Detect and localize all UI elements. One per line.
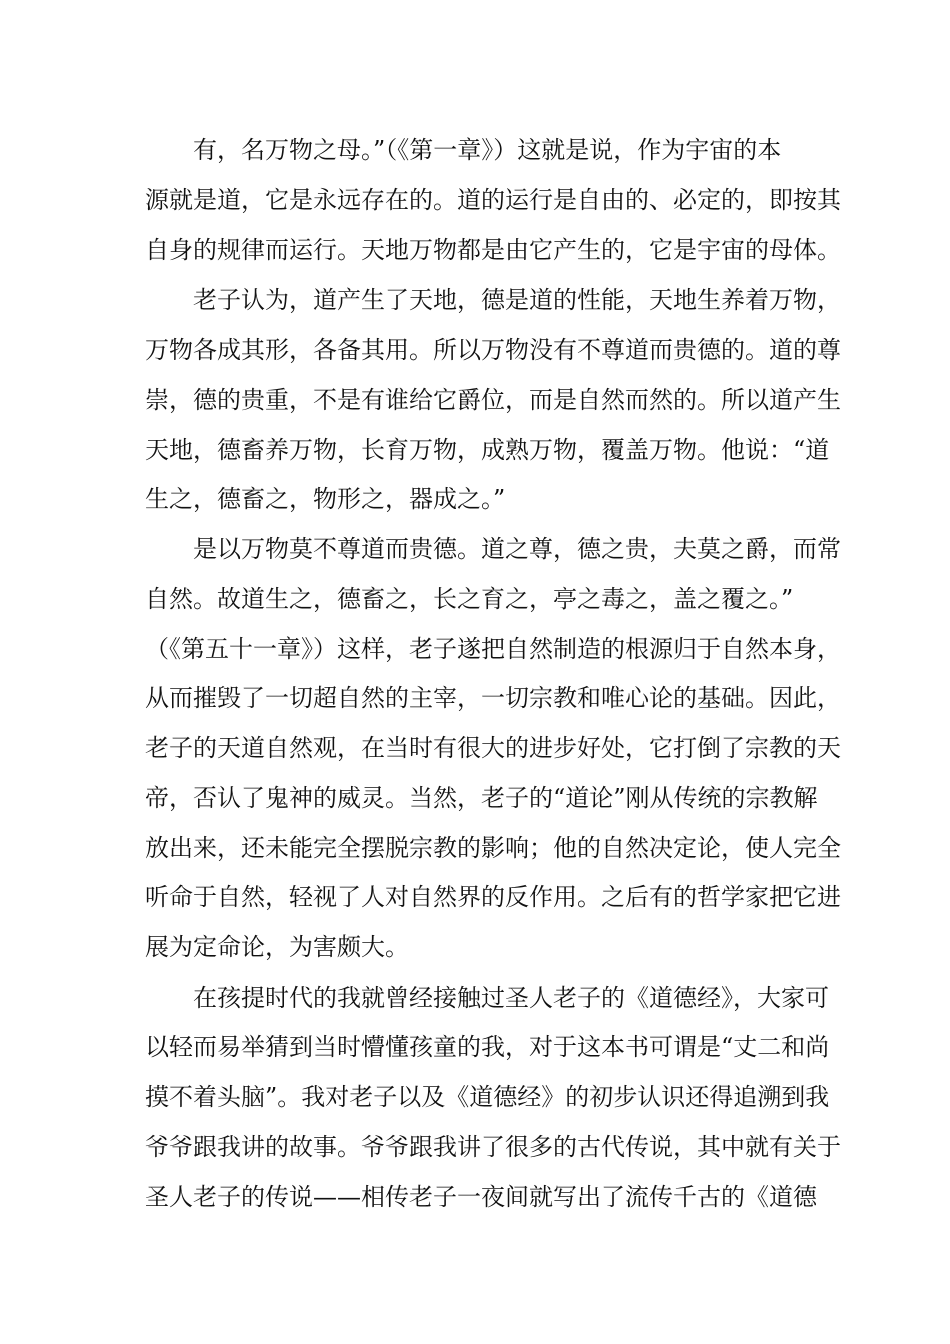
text-line: 帝，否认了鬼神的威灵。当然，老子的“道论”刚从传统的宗教解 [145,784,818,812]
text-line: 以轻而易举猜到当时懵懂孩童的我，对于这本书可谓是“丈二和尚 [145,1033,830,1061]
text-line: 万物各成其形，各备其用。所以万物没有不尊道而贵德的。道的尊 [145,336,841,364]
text-line: 爷爷跟我讲的故事。爷爷跟我讲了很多的古代传说，其中就有关于 [145,1133,841,1161]
text-line: 圣人老子的传说——相传老子一夜间就写出了流传千古的《道德 [145,1183,817,1211]
text-line: 有，名万物之母。”（《第一章》）这就是说，作为宇宙的本 [193,136,782,164]
text-line: 听命于自然，轻视了人对自然界的反作用。之后有的哲学家把它进 [145,883,841,911]
text-line: 从而摧毁了一切超自然的主宰，一切宗教和唯心论的基础。因此， [145,684,841,712]
text-line: 天地，德畜养万物，长育万物，成熟万物，覆盖万物。他说：“道 [145,436,830,464]
text-line: （《第五十一章》）这样，老子遂把自然制造的根源归于自然本身， [145,635,841,663]
text-line: 自然。故道生之，德畜之，长之育之，亭之毒之，盖之覆之。” [145,585,794,613]
text-line: 是以万物莫不尊道而贵德。道之尊，德之贵，夫莫之爵，而常 [193,535,841,563]
text-line: 自身的规律而运行。天地万物都是由它产生的，它是宇宙的母体。 [145,236,841,264]
text-line: 摸不着头脑”。我对老子以及《道德经》的初步认识还得追溯到我 [145,1083,830,1111]
text-line: 崇，德的贵重，不是有谁给它爵位，而是自然而然的。所以道产生 [145,386,841,414]
text-line: 生之，德畜之，物形之，器成之。” [145,485,506,513]
text-line: 老子认为，道产生了天地，德是道的性能，天地生养着万物， [193,286,841,314]
text-line: 在孩提时代的我就曾经接触过圣人老子的《道德经》，大家可 [193,984,829,1012]
text-line: 老子的天道自然观，在当时有很大的进步好处，它打倒了宗教的天 [145,734,841,762]
text-line: 展为定命论，为害颇大。 [145,933,409,961]
text-line: 放出来，还未能完全摆脱宗教的影响；他的自然决定论，使人完全 [145,834,841,862]
text-line: 源就是道，它是永远存在的。道的运行是自由的、必定的，即按其 [145,186,841,214]
